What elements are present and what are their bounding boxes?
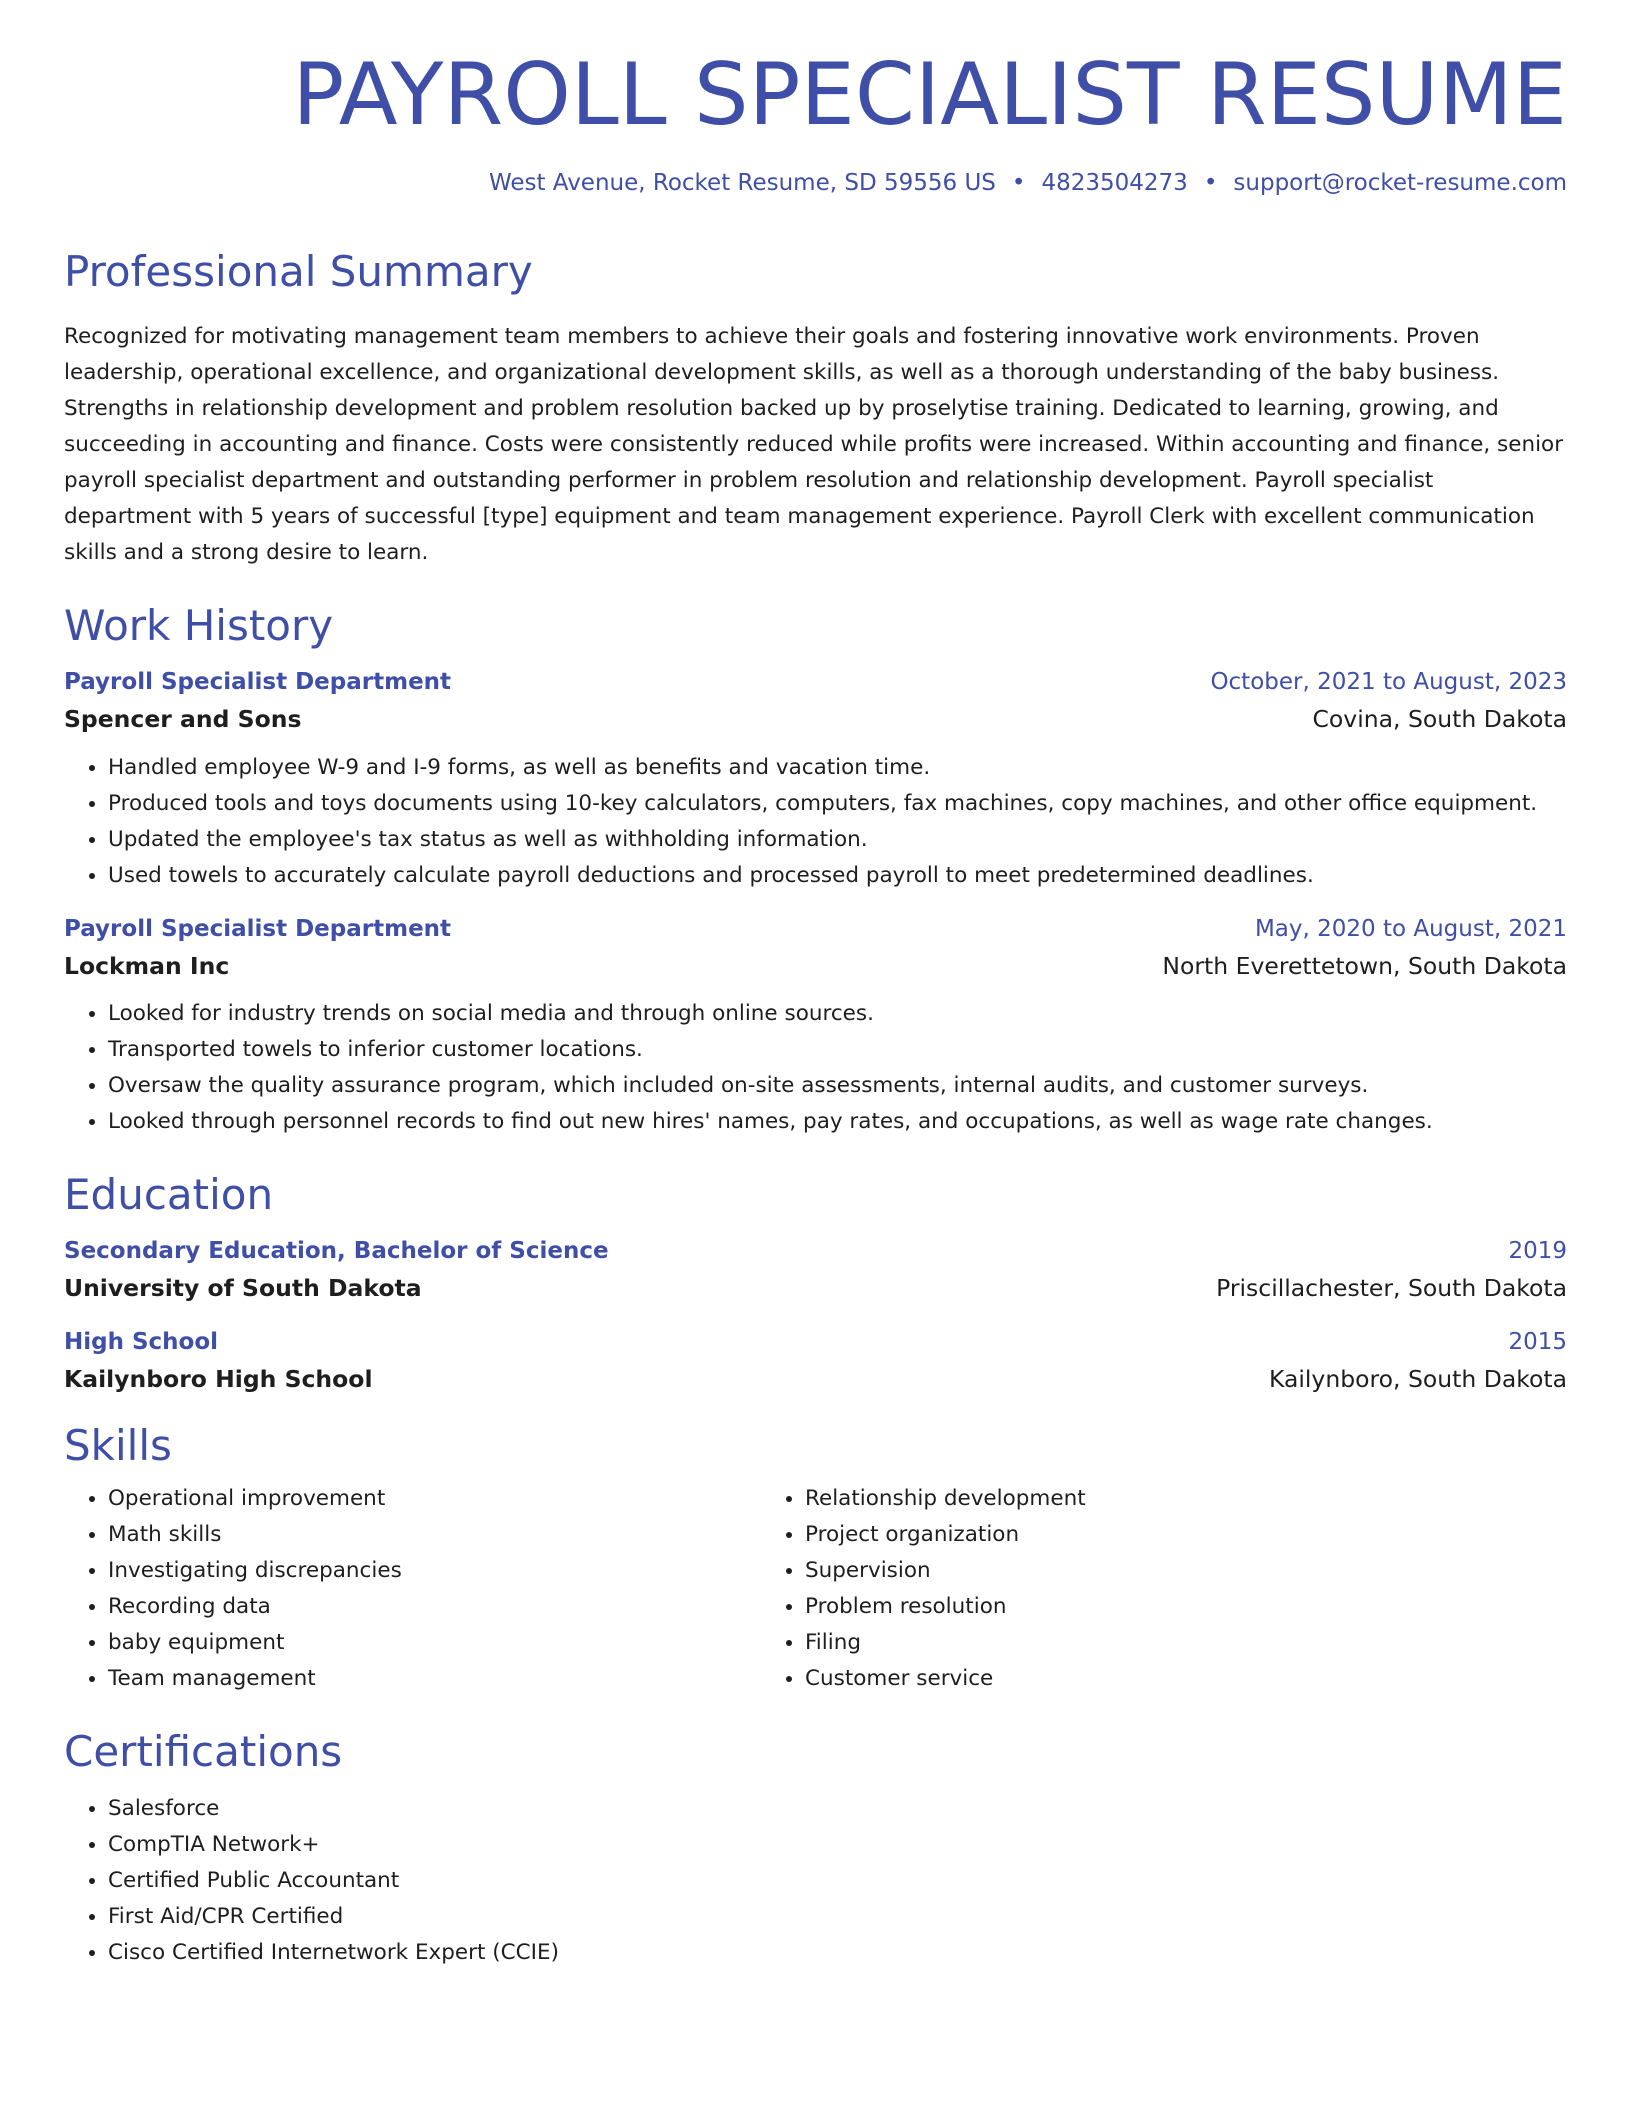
contact-separator: •: [1011, 170, 1026, 196]
education-entry-school: [64, 1364, 1567, 1393]
resume-header: [64, 45, 1567, 196]
job-role: Payroll Specialist Department: [64, 669, 452, 695]
education-entry: [64, 1328, 1567, 1393]
job-location: Covina, South Dakota: [1312, 705, 1567, 733]
skills-grid: [64, 1481, 1567, 1697]
education-school: Kailynboro High School: [64, 1364, 373, 1393]
education-year: 2015: [1508, 1328, 1567, 1355]
job-company: Lockman Inc: [64, 951, 230, 980]
job-company: Spencer and Sons: [64, 705, 302, 733]
contact-address: West Avenue, Rocket Resume, SD 59556 US: [488, 170, 996, 196]
job-bullet: • Looked through personnel records to find out new hires' names, pay rates, and occupations, as well as wage rate changes.: [108, 1104, 1567, 1140]
certifications-heading: Certifications: [64, 1727, 343, 1776]
summary-text: Recognized for motivating management team members to achieve their goals and fostering innovative work environments. Proven leadership, operational excellence, and organizational development skills, as well as a thorough understanding of the baby business. Strengths in relationship development and problem resolution backed up by proselytise training. Dedicated to learning, growing, and succeeding in accounting and finance. Costs were consistently reduced while profits were increased. Within accounting and finance, senior payroll specialist department and outstanding performer in problem resolution and relationship development. Payroll specialist department with 5 years of successful [type] equipment and team management experience. Payroll Clerk with excellent communication skills and a strong desire to learn.: [64, 324, 1564, 565]
skills-list-left: [64, 1481, 761, 1697]
skill-item: • Project organization: [805, 1517, 1458, 1553]
certification-item: • Cisco Certified Internetwork Expert (CCIE): [108, 1935, 1567, 1971]
resume-page: [64, 45, 1567, 1971]
summary-heading: Professional Summary: [64, 247, 533, 296]
job-bullet: • Transported towels to inferior customer locations.: [108, 1032, 1567, 1068]
contact-line: [64, 172, 1567, 195]
skill-item: • Investigating discrepancies: [108, 1553, 761, 1589]
skill-item: • Operational improvement: [108, 1481, 761, 1517]
job-dates: May, 2020 to August, 2021: [1254, 915, 1567, 942]
skill-item: • Filing: [805, 1625, 1458, 1661]
skill-item: • Supervision: [805, 1553, 1458, 1589]
skill-item: • Recording data: [108, 1589, 761, 1625]
contact-separator: •: [1203, 170, 1218, 196]
skills-heading: Skills: [64, 1421, 172, 1470]
work-entry-header: [64, 671, 1567, 694]
certifications-list: [64, 1791, 1567, 1971]
education-year: 2019: [1508, 1238, 1567, 1264]
resume-title: PAYROLL SPECIALIST RESUME: [292, 45, 1567, 145]
job-dates: October, 2021 to August, 2023: [1210, 669, 1567, 695]
education-degree: Secondary Education, Bachelor of Science: [64, 1238, 609, 1264]
job-bullet: • Updated the employee's tax status as well as withholding information.: [108, 822, 1567, 858]
job-bullets: [64, 750, 1567, 894]
skill-item: • baby equipment: [108, 1625, 761, 1661]
contact-phone: 4823504273: [1041, 170, 1188, 196]
work-entry: [64, 915, 1567, 1141]
job-bullet: • Oversaw the quality assurance program, which included on-site assessments, internal audits, and customer surveys.: [108, 1068, 1567, 1104]
education-location: Priscillachester, South Dakota: [1216, 1274, 1567, 1302]
certification-item: • First Aid/CPR Certified: [108, 1899, 1567, 1935]
work-entry: [64, 671, 1567, 894]
skill-item: • Problem resolution: [805, 1589, 1458, 1625]
contact-email: support@rocket-resume.com: [1233, 170, 1567, 196]
job-role: Payroll Specialist Department: [64, 915, 452, 942]
job-location: North Everettetown, South Dakota: [1162, 951, 1567, 980]
education-school: University of South Dakota: [64, 1274, 422, 1302]
education-entry-school: [64, 1274, 1567, 1302]
work-entry-org: [64, 705, 1567, 733]
education-location: Kailynboro, South Dakota: [1268, 1364, 1567, 1393]
education-entry: [64, 1240, 1567, 1301]
work-entry-org: [64, 951, 1567, 980]
education-degree: High School: [64, 1328, 219, 1355]
work-history-heading: Work History: [64, 601, 334, 650]
skills-list-right: [761, 1481, 1458, 1697]
work-entry-header: [64, 915, 1567, 942]
certification-item: • CompTIA Network+: [108, 1827, 1567, 1863]
job-bullet: • Produced tools and toys documents using 10-key calculators, computers, fax machines, copy machines, and other office equipment.: [108, 786, 1567, 822]
education-entry-header: [64, 1240, 1567, 1263]
skill-item: • Relationship development: [805, 1481, 1458, 1517]
skill-item: • Team management: [108, 1661, 761, 1697]
education-entry-header: [64, 1328, 1567, 1355]
skill-item: • Math skills: [108, 1517, 761, 1553]
job-bullets: [64, 996, 1567, 1140]
job-bullet: • Handled employee W-9 and I-9 forms, as well as benefits and vacation time.: [108, 750, 1567, 786]
skill-item: • Customer service: [805, 1661, 1458, 1697]
job-bullet: • Used towels to accurately calculate payroll deductions and processed payroll to meet predetermined deadlines.: [108, 858, 1567, 894]
certification-item: • Salesforce: [108, 1791, 1567, 1827]
job-bullet: • Looked for industry trends on social media and through online sources.: [108, 996, 1567, 1032]
certification-item: • Certified Public Accountant: [108, 1863, 1567, 1899]
education-heading: Education: [64, 1170, 274, 1219]
